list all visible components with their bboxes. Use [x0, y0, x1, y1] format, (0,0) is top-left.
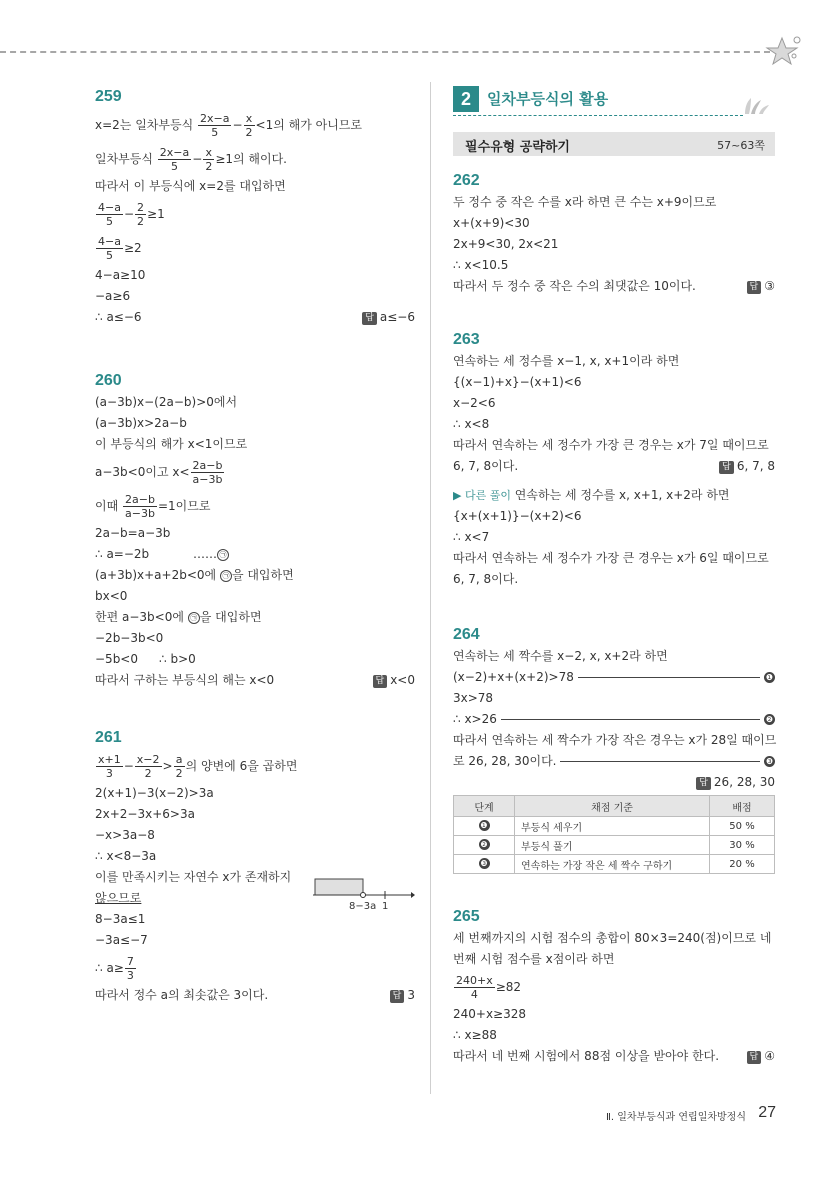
fraction: $\frac{x-2}{2}$	[136, 753, 160, 780]
problem-261: 261 $\frac{x+1}{3}$ − $\frac{x-2}{2}$ > $\frac{a}{2}$ 의 양변에 6을 곱하면 2(x+1)−3(x−2)>3a 2x+2−3x+6>3a −x>3a−8 ∴ x<8−3a 이를 만족시키는 자연수 x가 존재하지 않으므로 8−3a≤1 −3a≤−7 ∴ a≥ $\frac{7}{3}$ 따라서 정수 a의 최솟값은 3이다. 답 3 8−3a 1	[95, 727, 415, 1006]
problem-number: 265	[453, 908, 480, 925]
answer: 답 6, 7, 8	[719, 456, 775, 477]
fraction: $\frac{x+1}{3}$	[98, 753, 121, 780]
type-bar: 필수유형 공략하기 57~63쪽	[453, 132, 775, 156]
problem-number: 261	[95, 729, 122, 746]
answer: 답 26, 28, 30	[696, 772, 775, 793]
grading-table: 단계 채점 기준 배점 ❶ 부등식 세우기 50 % ❷ 부등식 풀기 30 % ❸ 연속하는 가장 작은 세 짝수 구하기 20 %	[453, 795, 775, 874]
fraction: $\frac{a}{2}$	[175, 753, 183, 780]
section-title: 일차부등식의 활용	[487, 90, 609, 108]
fraction: $\frac{2a-b}{a-3b}$	[125, 493, 155, 520]
table-row: ❶ 부등식 세우기 50 %	[454, 817, 775, 836]
number-line: 8−3a 1	[313, 877, 415, 917]
fraction: $\frac{4-a}{5}$	[98, 201, 121, 228]
plant-decoration-icon	[741, 94, 773, 114]
step-3-icon: ❸	[765, 757, 774, 766]
mark-circle-icon: ㉠	[220, 570, 232, 582]
top-dashed-rule	[0, 51, 770, 53]
problem-262: 262 두 정수 중 작은 수를 x라 하면 큰 수는 x+9이므로 x+(x+9)<30 2x+9<30, 2x<21 ∴ x<10.5 따라서 두 정수 중 작은 수의 최댓값은 10이다. 답 ③	[453, 170, 775, 297]
page-number: 27	[758, 1104, 776, 1121]
answer: 답 ③	[747, 276, 775, 297]
fraction: $\frac{x}{2}$	[205, 146, 213, 173]
problem-264: 264 연속하는 세 짝수를 x−2, x, x+2라 하면 (x−2)+x+(x+2)>78 ❶ 3x>78 ∴ x>26 ❷ 따라서 연속하는 세 짝수가 가장 작은 경우는 x가 28일 때이므 로 26, 28, 30이다. ❸ 답 26, 28, 30 단계 채점 기준 배점 ❶ 부등식 세우기 50 % ❷ 부등식 풀기 30 % ❸ 연속하는 가장 작은 세 짝수 구하기 20 %	[453, 624, 775, 874]
problem-263: 263 연속하는 세 정수를 x−1, x, x+1이라 하면 {(x−1)+x}−(x+1)<6 x−2<6 ∴ x<8 따라서 연속하는 세 정수가 가장 큰 경우는 x가 7일 때이므로 6, 7, 8이다. 답 6, 7, 8 ▶ 다른 풀이 연속하는 세 정수를 x, x+1, x+2라 하면 {x+(x+1)}−(x+2)<6 ∴ x<7 따라서 연속하는 세 정수가 가장 큰 경우는 x가 6일 때이므로 6, 7, 8이다.	[453, 331, 775, 586]
answer: 답 ④	[747, 1046, 775, 1067]
answer: 답 x<0	[373, 670, 416, 691]
fraction: $\frac{2}{2}$	[137, 201, 145, 228]
fraction: $\frac{x}{2}$	[245, 112, 253, 139]
step-1-icon: ❶	[765, 673, 774, 682]
star-decoration-icon	[764, 34, 804, 68]
fraction: $\frac{2a-b}{a-3b}$	[192, 459, 223, 486]
mark-circle-icon: ㉠	[217, 549, 229, 561]
footer-chapter: Ⅱ. 일차부등식과 연립일차방정식	[605, 1112, 746, 1123]
left-column	[95, 86, 415, 1006]
fraction: $\frac{240+x}{4}$	[456, 974, 493, 1001]
problem-260: 260 (a−3b)x−(2a−b)>0에서 (a−3b)x>2a−b 이 부등식의 해가 x<1이므로 a−3b<0이고 x< $\frac{2a-b}{a-3b}$ 이때 $\frac{2a-b}{a-3b}$ =1이므로 2a−b=a−3b ∴ a=−2b …… ㉠ (a+3b)x+a+2b<0에 ㉠ 을 대입하면 bx<0 한편 a−3b<0에 ㉠ 을 대입하면 −2b−3b<0 −5b<0 ∴ b>0 따라서 구하는 부등식의 해는 x<0 답 x<0	[95, 370, 415, 691]
problem-number: 263	[453, 331, 480, 348]
page-footer	[600, 1104, 776, 1126]
table-row: ❸ 연속하는 가장 작은 세 짝수 구하기 20 %	[454, 855, 775, 874]
answer: 답 3	[390, 985, 415, 1006]
fraction: $\frac{2x-a}{5}$	[199, 112, 230, 139]
problem-number: 259	[95, 88, 122, 105]
fraction: $\frac{7}{3}$	[126, 955, 134, 982]
problem-259: 259 x=2는 일차부등식 $\frac{2x-a}{5}$ − $\frac{x}{2}$ <1의 해가 아니므로 일차부등식 $\frac{2x-a}{5}$ − $\frac{x}{2}$ ≥1의 해이다. 따라서 이 부등식에 x=2를 대입하면 $\frac{4-a}{5}$ − $\frac{2}{2}$ ≥1 $\frac{4-a}{5}$ ≥2 4−a≥10 −a≥6 ∴ a≤−6 답 a≤−6	[95, 86, 415, 328]
problem-number: 264	[453, 626, 480, 643]
fraction: $\frac{4-a}{5}$	[98, 235, 121, 262]
mark-circle-icon: ㉠	[188, 612, 200, 624]
problem-number: 260	[95, 372, 122, 389]
right-column	[453, 84, 775, 1067]
fraction: $\frac{2x-a}{5}$	[159, 146, 190, 173]
section-number: 2	[453, 86, 479, 112]
problem-265: 265 세 번째까지의 시험 점수의 총합이 80×3=240(점)이므로 네 번째 시험 점수를 x점이라 하면 $\frac{240+x}{4}$ ≥82 240+x≥328 ∴ x≥88 따라서 네 번째 시험에서 88점 이상을 받아야 한다. 답 ④	[453, 906, 775, 1067]
column-divider	[430, 82, 431, 1094]
section-header	[453, 84, 775, 114]
step-2-icon: ❷	[765, 715, 774, 724]
problem-number: 262	[453, 172, 480, 189]
table-row: ❷ 부등식 풀기 30 %	[454, 836, 775, 855]
alt-solution-label: ▶ 다른 풀이	[453, 489, 511, 502]
answer: 답 a≤−6	[362, 307, 415, 328]
